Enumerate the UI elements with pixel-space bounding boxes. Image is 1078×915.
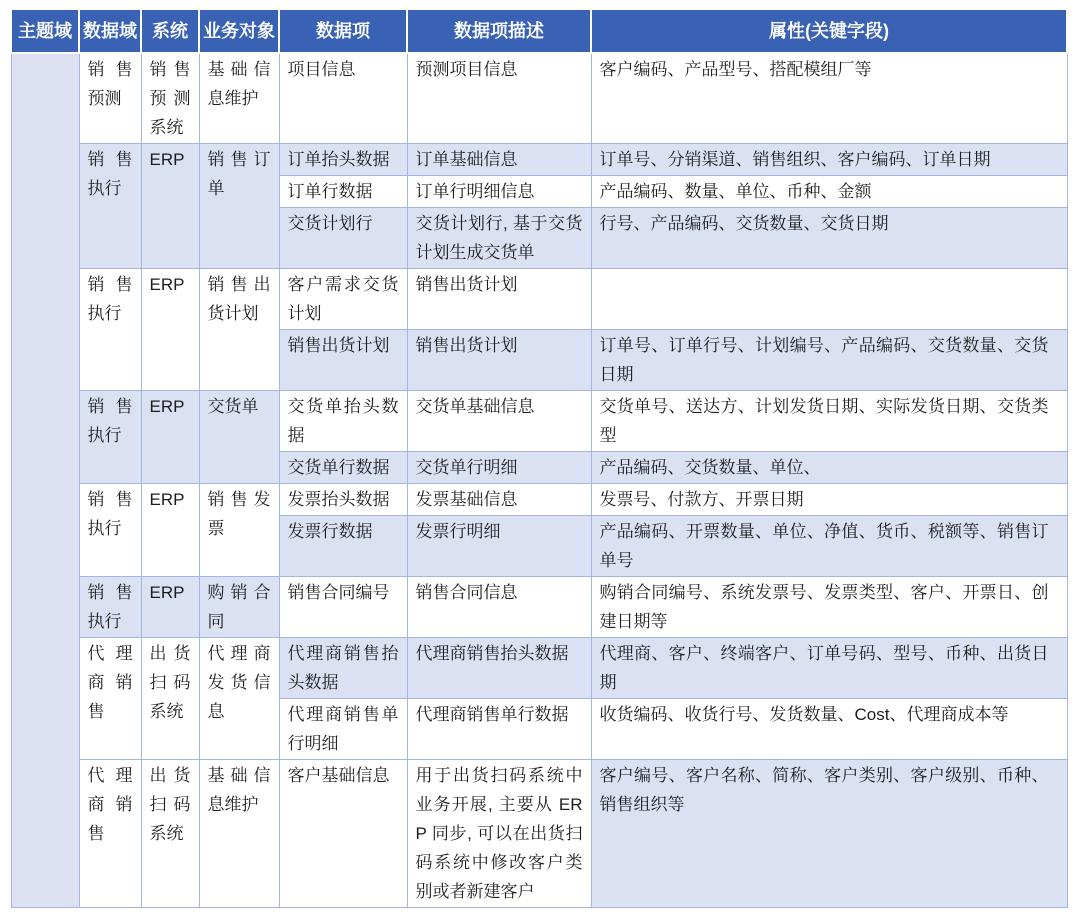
cell-attributes: 发票号、付款方、开票日期	[591, 484, 1067, 516]
table-row	[11, 144, 1067, 176]
cell-data-item-desc: 发票基础信息	[407, 484, 591, 516]
cell-business-object: 基础信息维护	[199, 53, 279, 144]
cell-data-item: 客户基础信息	[279, 760, 407, 908]
cell-system: 出货扫码系统	[141, 760, 199, 908]
cell-data-domain: 代理商销售	[79, 638, 141, 760]
col-header-data-domain: 数据域	[79, 9, 141, 53]
cell-data-item-desc: 代理商销售单行数据	[407, 699, 591, 760]
table-row	[11, 760, 1067, 908]
cell-data-item: 交货计划行	[279, 208, 407, 269]
cell-data-item: 发票抬头数据	[279, 484, 407, 516]
cell-business-object: 销售订单	[199, 144, 279, 269]
cell-data-item: 销售出货计划	[279, 330, 407, 391]
table-row	[11, 577, 1067, 638]
cell-system: ERP	[141, 484, 199, 577]
table-row	[11, 391, 1067, 452]
cell-business-object: 购销合同	[199, 577, 279, 638]
cell-business-object: 销售发票	[199, 484, 279, 577]
cell-business-object: 基础信息维护	[199, 760, 279, 908]
cell-data-item-desc: 预测项目信息	[407, 53, 591, 144]
col-header-system: 系统	[141, 9, 199, 53]
cell-data-item-desc: 订单基础信息	[407, 144, 591, 176]
cell-system: 销售预测系统	[141, 53, 199, 144]
cell-data-item: 交货单行数据	[279, 452, 407, 484]
cell-data-domain: 代理商销售	[79, 760, 141, 908]
cell-data-item-desc: 交货单行明细	[407, 452, 591, 484]
cell-data-item: 代理商销售抬头数据	[279, 638, 407, 699]
header-row	[11, 9, 1067, 53]
cell-attributes: 产品编码、数量、单位、币种、金额	[591, 176, 1067, 208]
cell-business-object: 销售出货计划	[199, 269, 279, 391]
table-row	[11, 53, 1067, 144]
cell-attributes: 客户编码、产品型号、搭配模组厂等	[591, 53, 1067, 144]
cell-data-item-desc: 代理商销售抬头数据	[407, 638, 591, 699]
table-row	[11, 484, 1067, 516]
cell-data-domain: 销售执行	[79, 144, 141, 269]
cell-attributes: 产品编码、交货数量、单位、	[591, 452, 1067, 484]
cell-attributes: 行号、产品编码、交货数量、交货日期	[591, 208, 1067, 269]
cell-data-domain: 销售执行	[79, 484, 141, 577]
cell-system: ERP	[141, 577, 199, 638]
table-row	[11, 638, 1067, 699]
col-header-data-item: 数据项	[279, 9, 407, 53]
cell-attributes: 订单号、分销渠道、销售组织、客户编码、订单日期	[591, 144, 1067, 176]
cell-attributes: 购销合同编号、系统发票号、发票类型、客户、开票日、创建日期等	[591, 577, 1067, 638]
cell-data-item: 代理商销售单行明细	[279, 699, 407, 760]
cell-attributes: 订单号、订单行号、计划编号、产品编码、交货数量、交货日期	[591, 330, 1067, 391]
col-header-attributes: 属性(关键字段)	[591, 9, 1067, 53]
cell-data-domain: 销售执行	[79, 269, 141, 391]
cell-data-item: 项目信息	[279, 53, 407, 144]
table-row	[11, 269, 1067, 330]
cell-data-item: 交货单抬头数据	[279, 391, 407, 452]
cell-system: ERP	[141, 391, 199, 484]
cell-attributes: 代理商、客户、终端客户、订单号码、型号、币种、出货日期	[591, 638, 1067, 699]
cell-data-item-desc: 交货单基础信息	[407, 391, 591, 452]
cell-subject-domain	[11, 53, 79, 908]
cell-data-item: 订单抬头数据	[279, 144, 407, 176]
cell-system: ERP	[141, 144, 199, 269]
col-header-business-object: 业务对象	[199, 9, 279, 53]
cell-data-item-desc: 销售出货计划	[407, 269, 591, 330]
cell-attributes: 客户编号、客户名称、简称、客户类别、客户级别、币种、销售组织等	[591, 760, 1067, 908]
cell-attributes: 交货单号、送达方、计划发货日期、实际发货日期、交货类型	[591, 391, 1067, 452]
cell-system: ERP	[141, 269, 199, 391]
col-header-subject-domain: 主题域	[11, 9, 79, 53]
cell-business-object: 交货单	[199, 391, 279, 484]
cell-data-item-desc: 销售合同信息	[407, 577, 591, 638]
cell-data-item-desc: 发票行明细	[407, 516, 591, 577]
cell-data-domain: 销售预测	[79, 53, 141, 144]
col-header-data-item-desc: 数据项描述	[407, 9, 591, 53]
cell-data-item: 发票行数据	[279, 516, 407, 577]
cell-data-item-desc: 订单行明细信息	[407, 176, 591, 208]
cell-data-item-desc: 交货计划行, 基于交货计划生成交货单	[407, 208, 591, 269]
cell-system: 出货扫码系统	[141, 638, 199, 760]
cell-data-item-desc: 用于出货扫码系统中业务开展, 主要从 ERP 同步, 可以在出货扫码系统中修改客户类别或者新建客户	[407, 760, 591, 908]
cell-data-item: 销售合同编号	[279, 577, 407, 638]
cell-attributes	[591, 269, 1067, 330]
cell-data-item: 订单行数据	[279, 176, 407, 208]
cell-attributes: 收货编码、收货行号、发货数量、Cost、代理商成本等	[591, 699, 1067, 760]
cell-attributes: 产品编码、开票数量、单位、净值、货币、税额等、销售订单号	[591, 516, 1067, 577]
data-dictionary-table	[10, 8, 1068, 908]
cell-data-domain: 销售执行	[79, 577, 141, 638]
cell-business-object: 代理商发货信息	[199, 638, 279, 760]
cell-data-item-desc: 销售出货计划	[407, 330, 591, 391]
cell-data-item: 客户需求交货计划	[279, 269, 407, 330]
cell-data-domain: 销售执行	[79, 391, 141, 484]
